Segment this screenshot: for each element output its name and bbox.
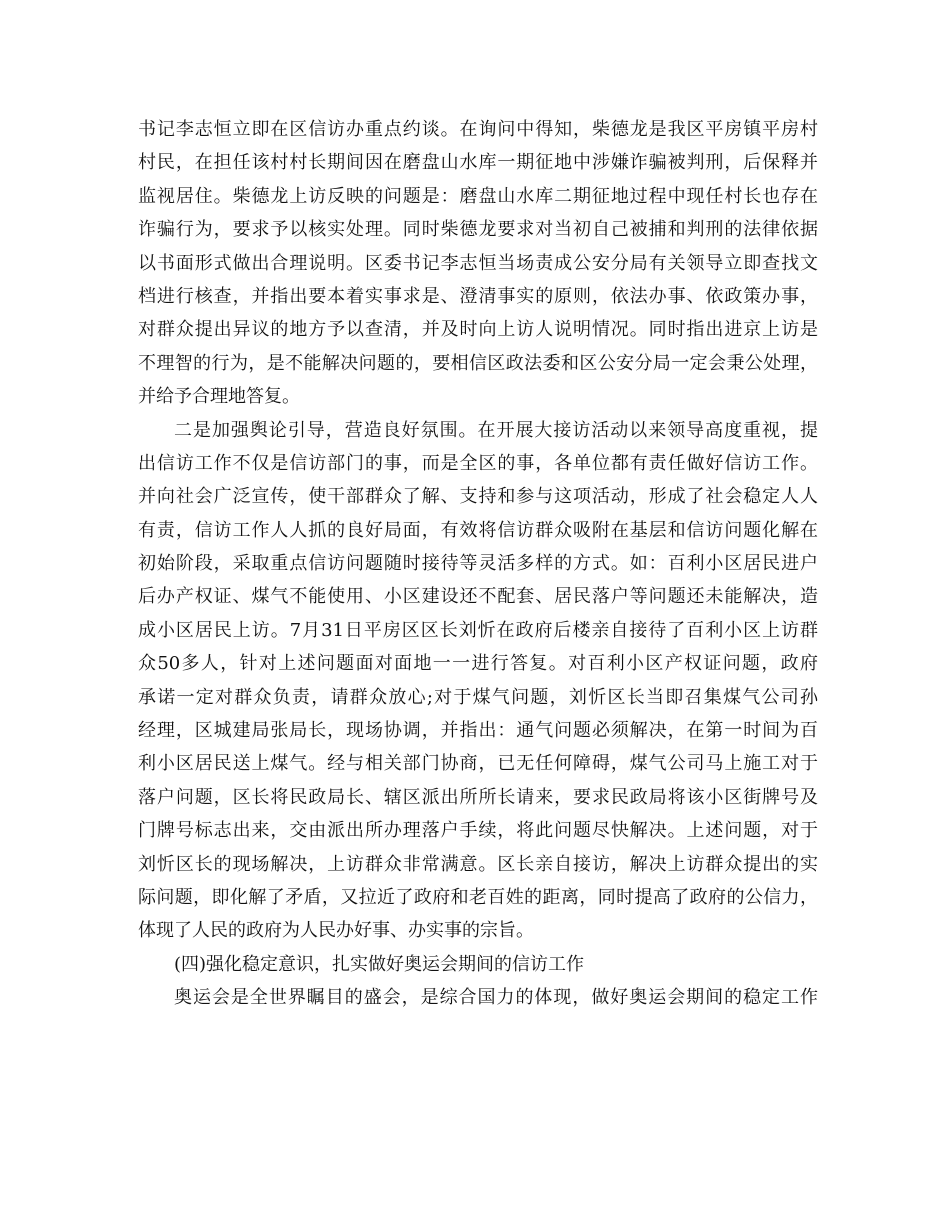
text-line: 奥运会是全世界瞩目的盛会，是综合国力的体现，做好奥运会期间的稳定工作	[174, 987, 818, 1009]
text-line: (四)强化稳定意识，扎实做好奥运会期间的信访工作	[174, 953, 585, 975]
text-line: 档进行核查，并指出要本着实事求是、澄清事实的原则，依法办事、依政策办事，	[138, 285, 818, 307]
text-line: 监视居住。柴德龙上访反映的问题是：磨盘山水库二期征地过程中现任村长也存在	[138, 185, 818, 207]
text-line: 承诺一定对群众负责，请群众放心;对于煤气问题，刘忻区长当即召集煤气公司孙	[138, 686, 818, 708]
text-line: 际问题，即化解了矛盾，又拉近了政府和老百姓的距离，同时提高了政府的公信力，	[138, 886, 818, 908]
text-line: 众50多人，针对上述问题面对面地一一进行答复。对百利小区产权证问题，政府	[138, 653, 818, 675]
text-line: 诈骗行为，要求予以核实处理。同时柴德龙要求对当初自己被捕和判刑的法律依据	[138, 219, 818, 241]
paragraph-p3	[138, 948, 818, 981]
text-line: 门牌号标志出来，交由派出所办理落户手续，将此问题尽快解决。上述问题，对于	[138, 820, 818, 842]
text-line: 刘忻区长的现场解决，上访群众非常满意。区长亲自接访，解决上访群众提出的实	[138, 853, 818, 875]
text-line: 有责，信访工作人人抓的良好局面，有效将信访群众吸附在基层和信访问题化解在	[138, 519, 818, 541]
text-line: 初始阶段，采取重点信访问题随时接待等灵活多样的方式。如：百利小区居民进户	[138, 553, 818, 575]
text-line: 书记李志恒立即在区信访办重点约谈。在询问中得知，柴德龙是我区平房镇平房村	[138, 119, 818, 140]
paragraph-p2	[138, 414, 818, 948]
text-line: 并向社会广泛宣传，使干部群众了解、支持和参与这项活动，形成了社会稳定人人	[138, 486, 818, 508]
text-line: 不理智的行为，是不能解决问题的，要相信区政法委和区公安分局一定会秉公处理，	[138, 352, 818, 374]
text-line: 体现了人民的政府为人民办好事、办实事的宗旨。	[138, 920, 534, 942]
text-line: 对群众提出异议的地方予以查清，并及时向上访人说明情况。同时指出进京上访是	[138, 319, 818, 341]
text-line: 经理，区城建局张局长，现场协调，并指出：通气问题必须解决，在第一时间为百	[138, 720, 818, 742]
text-line: 利小区居民送上煤气。经与相关部门协商，已无任何障碍，煤气公司马上施工对于	[138, 753, 818, 775]
text-line: 成小区居民上访。7月31日平房区区长刘忻在政府后楼亲自接待了百利小区上访群	[138, 619, 818, 641]
text-line: 出信访工作不仅是信访部门的事，而是全区的事，各单位都有责任做好信访工作。	[138, 452, 818, 474]
text-line: 落户问题，区长将民政局长、辖区派出所所长请来，要求民政局将该小区街牌号及	[138, 786, 818, 808]
document-body	[138, 113, 818, 1015]
paragraph-p4	[138, 981, 818, 1014]
text-line: 村民，在担任该村村长期间因在磨盘山水库一期征地中涉嫌诈骗被判刑，后保释并	[138, 152, 818, 174]
text-line: 以书面形式做出合理说明。区委书记李志恒当场责成公安分局有关领导立即查找文	[138, 252, 818, 274]
paragraph-p1	[138, 113, 818, 414]
text-line: 二是加强舆论引导，营造良好氛围。在开展大接访活动以来领导高度重视，提	[174, 419, 818, 441]
text-line: 后办产权证、煤气不能使用、小区建设还不配套、居民落户等问题还未能解决，造	[138, 586, 818, 608]
text-line: 并给予合理地答复。	[138, 386, 300, 408]
